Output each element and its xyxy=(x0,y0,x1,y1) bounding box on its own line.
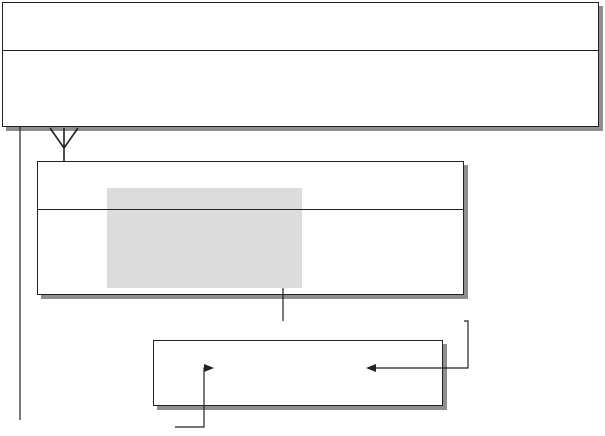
relationship-crows-foot xyxy=(50,128,78,161)
indexed-table-arrowhead xyxy=(204,364,214,372)
indexed-table-connector xyxy=(20,127,206,427)
index-key-arrowhead xyxy=(366,364,376,372)
index-key-connector xyxy=(283,288,468,368)
